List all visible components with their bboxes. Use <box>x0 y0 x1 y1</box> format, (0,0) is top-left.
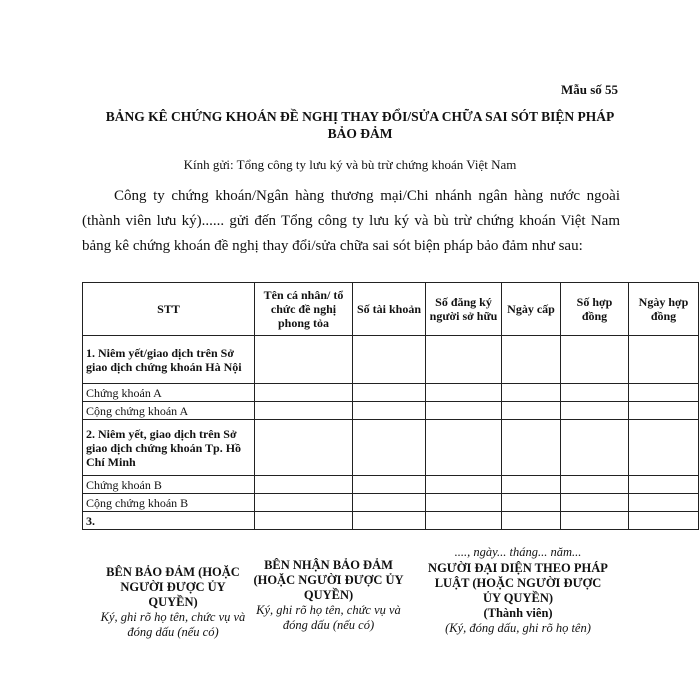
empty-cell <box>353 336 426 384</box>
table-row <box>83 512 699 530</box>
empty-cell <box>561 476 629 494</box>
header-issue-date: Ngày cấp <box>502 283 561 336</box>
header-contract-number: Số hợp đồng <box>561 283 629 336</box>
signature-heading-middle: BÊN NHẬN BẢO ĐẢM (HOẶC NGƯỜI ĐƯỢC ỦY QUYỀN) <box>253 558 404 602</box>
empty-cell <box>353 420 426 476</box>
empty-cell <box>255 420 353 476</box>
signature-note-left: Ký, ghi rõ họ tên, chức vụ và đóng dấu (nếu có) <box>100 610 246 639</box>
empty-cell <box>426 476 502 494</box>
empty-cell <box>629 384 699 402</box>
header-requester-name: Tên cá nhân/ tổ chức đề nghị phong tỏa <box>255 283 353 336</box>
empty-cell <box>255 476 353 494</box>
empty-cell <box>561 512 629 530</box>
empty-cell <box>353 512 426 530</box>
header-account-number: Số tài khoản <box>353 283 426 336</box>
signature-note-right: (Ký, đóng dấu, ghi rõ họ tên) <box>445 621 591 635</box>
empty-cell <box>255 494 353 512</box>
row-label: 1. Niêm yết/giao dịch trên Sở giao dịch chứng khoán Hà Nội <box>83 336 255 384</box>
header-stt: STT <box>83 283 255 336</box>
empty-cell <box>629 494 699 512</box>
empty-cell <box>502 402 561 420</box>
signature-block-middle <box>246 558 411 633</box>
signature-role-right: (Thành viên) <box>483 606 553 620</box>
empty-cell <box>502 336 561 384</box>
row-label: 3. <box>83 512 255 530</box>
empty-cell <box>629 512 699 530</box>
empty-cell <box>353 476 426 494</box>
intro-paragraph: Công ty chứng khoán/Ngân hàng thương mại/Chi nhánh ngân hàng nước ngoài (thành viên lưu ký)...... gửi đến Tổng công ty lưu ký và bù trừ chứng khoán Việt Nam bảng kê chứng khoán đề nghị thay đổi/sửa chữa sai sót biện pháp bảo đảm như sau: <box>82 188 620 254</box>
empty-cell <box>426 420 502 476</box>
table-row <box>83 336 699 384</box>
signature-note-middle: Ký, ghi rõ họ tên, chức vụ và đóng dấu (nếu có) <box>256 603 401 632</box>
table-row <box>83 402 699 420</box>
empty-cell <box>561 402 629 420</box>
document-title: BẢNG KÊ CHỨNG KHOÁN ĐỀ NGHỊ THAY ĐỔI/SỬA CHỮA SAI SÓT BIỆN PHÁP BẢO ĐẢM <box>105 109 615 141</box>
empty-cell <box>426 402 502 420</box>
row-label: Cộng chứng khoán A <box>83 402 255 420</box>
empty-cell <box>426 494 502 512</box>
empty-cell <box>629 402 699 420</box>
form-number: Mẫu số 55 <box>560 82 618 97</box>
row-label: Chứng khoán A <box>83 384 255 402</box>
table-header-row <box>83 283 699 336</box>
date-line: ...., ngày... tháng... năm... <box>454 545 582 559</box>
securities-table <box>82 282 699 530</box>
signature-heading-right: NGƯỜI ĐẠI DIỆN THEO PHÁP LUẬT (HOẶC NGƯỜI ĐƯỢC ỦY QUYỀN) <box>428 561 608 605</box>
empty-cell <box>502 476 561 494</box>
empty-cell <box>502 494 561 512</box>
empty-cell <box>561 494 629 512</box>
header-owner-registration: Số đăng ký người sở hữu <box>426 283 502 336</box>
row-label: 2. Niêm yết, giao dịch trên Sở giao dịch chứng khoán Tp. Hồ Chí Minh <box>83 420 255 476</box>
empty-cell <box>561 384 629 402</box>
empty-cell <box>629 476 699 494</box>
signature-heading-left: BÊN BẢO ĐẢM (HOẶC NGƯỜI ĐƯỢC ỦY QUYỀN) <box>106 565 240 609</box>
table-row <box>83 494 699 512</box>
table-row <box>83 476 699 494</box>
empty-cell <box>353 402 426 420</box>
empty-cell <box>426 384 502 402</box>
table-row <box>83 384 699 402</box>
empty-cell <box>502 420 561 476</box>
table-row <box>83 420 699 476</box>
empty-cell <box>629 420 699 476</box>
empty-cell <box>426 512 502 530</box>
empty-cell <box>255 336 353 384</box>
empty-cell <box>255 512 353 530</box>
row-label: Cộng chứng khoán B <box>83 494 255 512</box>
signature-block-right <box>425 561 611 636</box>
empty-cell <box>629 336 699 384</box>
header-contract-date: Ngày hợp đồng <box>629 283 699 336</box>
empty-cell <box>502 512 561 530</box>
signature-block-left <box>98 565 248 640</box>
empty-cell <box>353 384 426 402</box>
empty-cell <box>561 336 629 384</box>
empty-cell <box>502 384 561 402</box>
empty-cell <box>255 402 353 420</box>
recipient-line: Kính gửi: Tổng công ty lưu ký và bù trừ chứng khoán Việt Nam <box>183 157 517 172</box>
empty-cell <box>561 420 629 476</box>
empty-cell <box>255 384 353 402</box>
empty-cell <box>426 336 502 384</box>
empty-cell <box>353 494 426 512</box>
row-label: Chứng khoán B <box>83 476 255 494</box>
